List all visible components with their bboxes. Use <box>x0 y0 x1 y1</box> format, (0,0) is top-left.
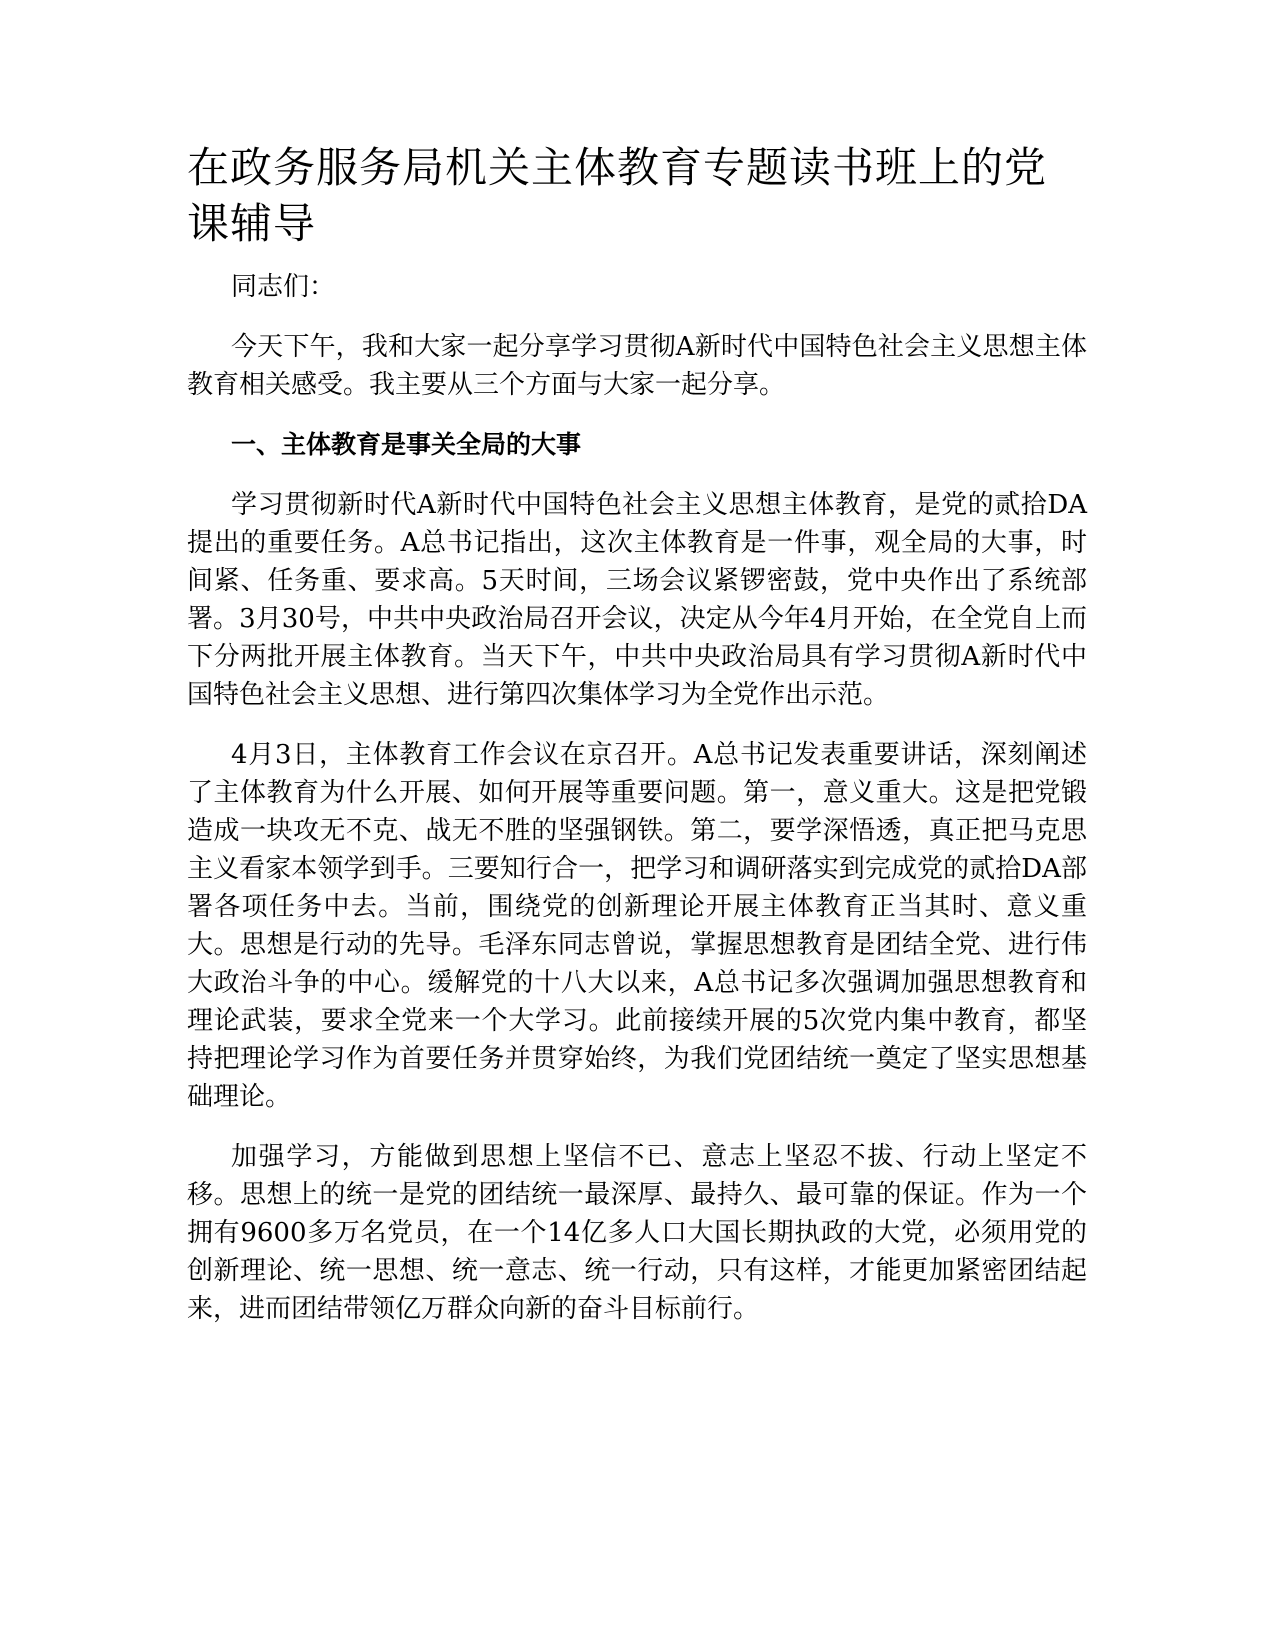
body-paragraph: 学习贯彻新时代A新时代中国特色社会主义思想主体教育，是党的贰拾DA提出的重要任务。A总书记指出，这次主体教育是一件事，观全局的大事，时间紧、任务重、要求高。5天时间，三场会议紧锣密鼓，党中央作出了系统部署。3月30号，中共中央政治局召开会议，决定从今年4月开始，在全党自上而下分两批开展主体教育。当天下午，中共中央政治局具有学习贯彻A新时代中国特色社会主义思想、进行第四次集体学习为全党作出示范。 <box>187 490 1087 710</box>
body-paragraph: 4月3日，主体教育工作会议在京召开。A总书记发表重要讲话，深刻阐述了主体教育为什么开展、如何开展等重要问题。第一，意义重大。这是把党锻造成一块攻无不克、战无不胜的坚强钢铁。第二，要学深悟透，真正把马克思主义看家本领学到手。三要知行合一，把学习和调研落实到完成党的贰拾DA部署各项任务中去。当前，围绕党的创新理论开展主体教育正当其时、意义重大。思想是行动的先导。毛泽东同志曾说，掌握思想教育是团结全党、进行伟大政治斗争的中心。缓解党的十八大以来，A总书记多次强调加强思想教育和理论武装，要求全党来一个大学习。此前接续开展的5次党内集中教育，都坚持把理论学习作为首要任务并贯穿始终，为我们党团结统一奠定了坚实思想基础理论。 <box>187 740 1087 1112</box>
document-body <box>187 140 1087 1328</box>
body-paragraph: 加强学习，方能做到思想上坚信不已、意志上坚忍不拔、行动上坚定不移。思想上的统一是党的团结统一最深厚、最持久、最可靠的保证。作为一个拥有9600多万名党员，在一个14亿多人口大国长期执政的大党，必须用党的创新理论、统一思想、统一意志、统一行动，只有这样，才能更加紧密团结起来，进而团结带领亿万群众向新的奋斗目标前行。 <box>187 1142 1087 1324</box>
intro-paragraph: 今天下午，我和大家一起分享学习贯彻A新时代中国特色社会主义思想主体教育相关感受。我主要从三个方面与大家一起分享。 <box>187 332 1087 400</box>
document-title: 在政务服务局机关主体教育专题读书班上的党课辅导 <box>187 143 1048 248</box>
salutation: 同志们： <box>231 272 336 302</box>
section-heading: 一、主体教育是事关全局的大事 <box>231 430 582 459</box>
